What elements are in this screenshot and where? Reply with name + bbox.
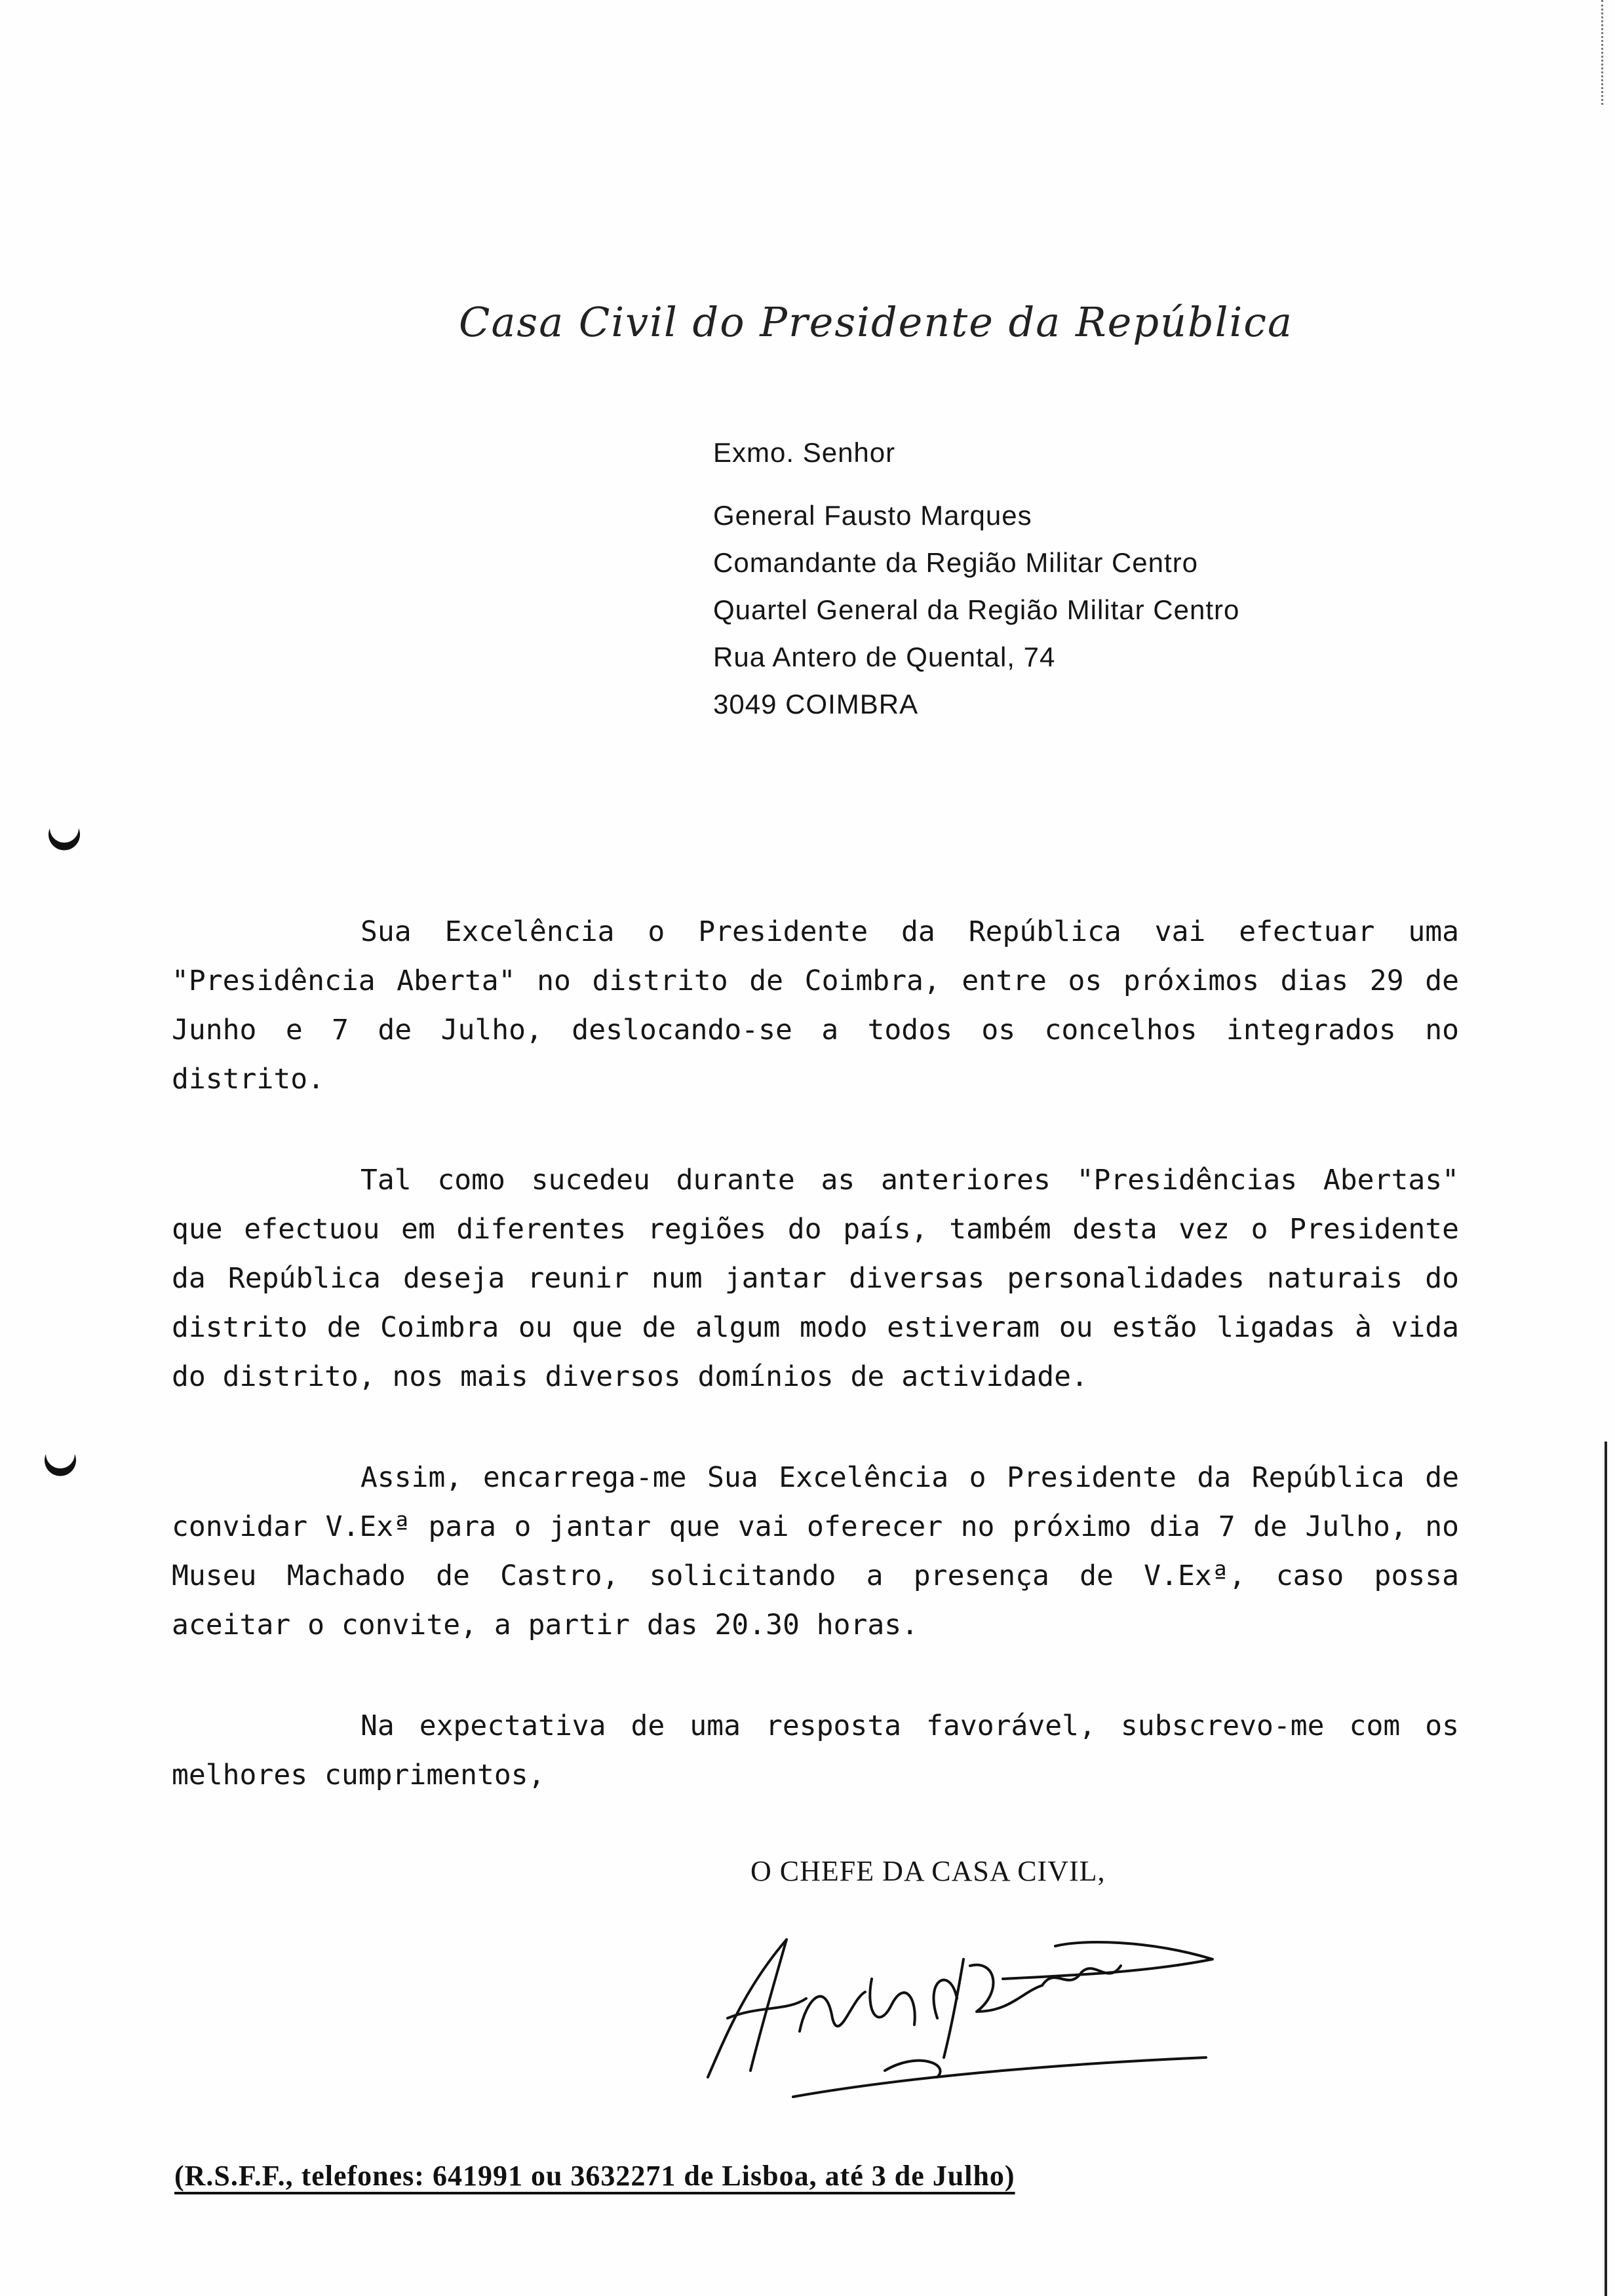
closing-title: O CHEFE DA CASA CIVIL, [750,1855,1106,1887]
paragraph-3: Assim, encarrega-me Sua Excelência o Presidente da República de convidar V.Exª para o jantar que vai oferecer no próximo dia 7 de Julho, no Museu Machado de Castro, solicitando a presença de V.Exª, caso possa aceitar o convite, a partir das 20.30 horas. [172,1461,1459,1641]
recipient-street: Rua Antero de Quental, 74 [713,641,1056,672]
page-edge-line [1605,1442,1607,2296]
letter-body [172,908,1459,1852]
punch-hole-icon [45,819,84,858]
letterhead: Casa Civil do Presidente da República [459,298,1293,346]
recipient-office: Quartel General da Região Militar Centro [713,594,1240,625]
salutation: Exmo. Senhor [713,437,896,468]
edge-marks [1596,0,1603,105]
paragraph-1: Sua Excelência o Presidente da República vai efectuar uma "Presidência Aberta" no distrito de Coimbra, entre os próximos dias 29 de Junho e 7 de Julho, deslocando-se a todos os concelhos integrados no distrito. [172,915,1459,1096]
recipient-address [713,429,1239,728]
footer-note: (R.S.F.F., telefones: 641991 ou 3632271 de Lisboa, até 3 de Julho) [174,2160,1015,2192]
recipient-name: General Fausto Marques [713,500,1032,531]
punch-hole-icon [41,1445,80,1484]
paragraph-2: Tal como sucedeu durante as anteriores "Presidências Abertas" que efectuou em diferentes regiões do país, também desta vez o Presidente da República deseja reunir num jantar diversas personalidades naturais do distrito de Coimbra ou que de algum modo estiveram ou estão ligadas à vida do distrito, nos mais diversos domínios de actividade. [172,1164,1459,1393]
signature [688,1900,1226,2116]
paragraph-4: Na expectativa de uma resposta favorável, subscrevo-me com os melhores cumprimentos, [172,1710,1459,1791]
recipient-city: 3049 COIMBRA [713,689,919,719]
recipient-title: Comandante da Região Militar Centro [713,547,1199,578]
